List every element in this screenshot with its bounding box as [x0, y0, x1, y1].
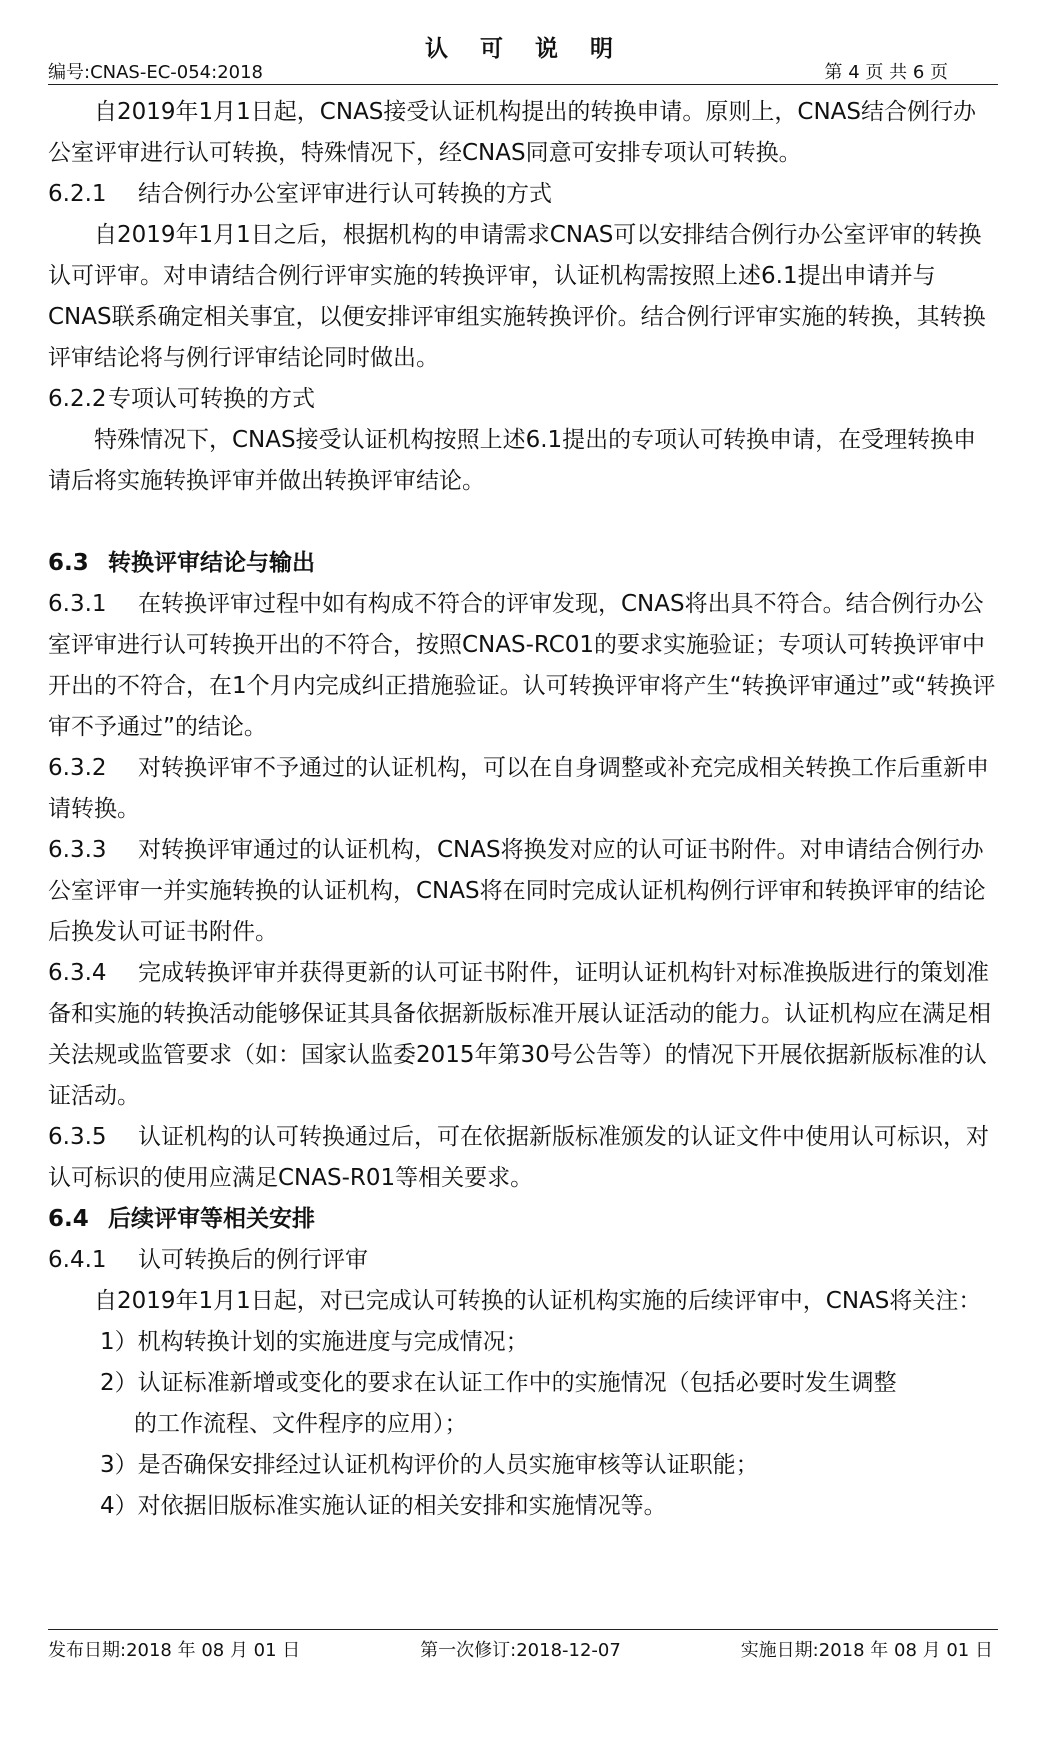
- clause-text: 对转换评审通过的认证机构，CNAS将换发对应的认可证书附件。对申请结合例行办公室评审一并实施转换的认证机构，CNAS将在同时完成认证机构例行评审和转换评审的结论后换发认可证书附件。: [48, 837, 986, 945]
- document-body: [48, 92, 998, 1527]
- section-title: 转换评审结论与输出: [108, 550, 315, 576]
- clause-6-3-3: [48, 830, 998, 953]
- paragraph-6-2-1: 自2019年1月1日之后，根据机构的申请需求CNAS可以安排结合例行办公室评审的转换认可评审。对申请结合例行评审实施的转换评审，认证机构需按照上述6.1提出申请并与CNAS联系确定相关事宜，以便安排评审组实施转换评价。结合例行评审实施的转换，其转换评审结论将与例行评审结论同时做出。: [48, 222, 986, 371]
- paragraph-6-2-2: 特殊情况下，CNAS接受认证机构按照上述6.1提出的专项认可转换申请，在受理转换申请后将实施转换评审并做出转换评审结论。: [48, 427, 977, 494]
- clause-number: 6.3.4: [48, 960, 107, 986]
- section-title: 专项认可转换的方式: [108, 386, 315, 412]
- section-number: 6.3: [48, 550, 89, 576]
- clause-number: 6.3.5: [48, 1124, 107, 1150]
- spacer: [48, 502, 998, 543]
- clause-6-3-4: [48, 953, 998, 1117]
- section-title: 结合例行办公室评审进行认可转换的方式: [138, 181, 552, 207]
- footer-divider: [48, 1629, 998, 1630]
- section-number: 6.2.1: [48, 181, 107, 207]
- clause-number: 6.3.3: [48, 837, 107, 863]
- list-item: 1）机构转换计划的实施进度与完成情况；: [100, 1329, 529, 1355]
- page-info: 第 4 页 共 6 页: [824, 62, 948, 83]
- section-title: 认可转换后的例行评审: [138, 1247, 368, 1273]
- first-revision-date: 第一次修订:2018-12-07: [420, 1640, 621, 1661]
- section-6-3-heading: [48, 543, 998, 584]
- paragraph-intro: 自2019年1月1日起，CNAS接受认证机构提出的转换申请。原则上，CNAS结合例行办公室评审进行认可转换，特殊情况下，经CNAS同意可安排专项认可转换。: [48, 99, 976, 166]
- header-row: [48, 58, 948, 84]
- clause-text: 完成转换评审并获得更新的认可证书附件，证明认证机构针对标准换版进行的策划准备和实施的转换活动能够保证其具备依据新版标准开展认证活动的能力。认证机构应在满足相关法规或监管要求（如：国家认监委2015年第30号公告等）的情况下开展依据新版标准的认证活动。: [48, 960, 991, 1109]
- list-item: [48, 1363, 998, 1445]
- header-divider: [48, 84, 998, 85]
- clause-text: 对转换评审不予通过的认证机构，可以在自身调整或补充完成相关转换工作后重新申请转换。: [48, 755, 989, 822]
- document-number: 编号:CNAS-EC-054:2018: [48, 62, 263, 83]
- list-item: 3）是否确保安排经过认证机构评价的人员实施审核等认证职能；: [100, 1452, 759, 1478]
- clause-number: 6.3.1: [48, 591, 107, 617]
- effective-date: 实施日期:2018 年 08 月 01 日: [740, 1640, 993, 1661]
- subsection-6-4-1: [48, 1240, 998, 1281]
- clause-text: 认证机构的认可转换通过后，可在依据新版标准颁发的认证文件中使用认可标识，对认可标识的使用应满足CNAS-R01等相关要求。: [48, 1124, 989, 1191]
- list-item-continuation: 的工作流程、文件程序的应用）；: [134, 1411, 468, 1437]
- list-item-line: 2）认证标准新增或变化的要求在认证工作中的实施情况（包括必要时发生调整: [100, 1370, 897, 1396]
- clause-6-3-2: [48, 748, 998, 830]
- subsection-6-2-1: [48, 174, 998, 215]
- list-item: 4）对依据旧版标准实施认证的相关安排和实施情况等。: [100, 1493, 667, 1519]
- subsection-6-2-2: [48, 379, 998, 420]
- paragraph-6-4-1: 自2019年1月1日起，对已完成认可转换的认证机构实施的后续评审中，CNAS将关注：: [94, 1288, 982, 1314]
- section-title: 后续评审等相关安排: [108, 1206, 315, 1232]
- document-title: 认 可 说 明: [424, 36, 626, 62]
- clause-6-3-5: [48, 1117, 998, 1199]
- clause-6-3-1: [48, 584, 998, 748]
- clause-text: 在转换评审过程中如有构成不符合的评审发现，CNAS将出具不符合。结合例行办公室评审进行认可转换开出的不符合，按照CNAS-RC01的要求实施验证；专项认可转换评审中开出的不符合，在1个月内完成纠正措施验证。认可转换评审将产生“转换评审通过”或“转换评审不予通过”的结论。: [48, 591, 996, 740]
- clause-number: 6.3.2: [48, 755, 107, 781]
- section-number: 6.2.2: [48, 386, 107, 412]
- section-number: 6.4: [48, 1206, 89, 1232]
- publish-date: 发布日期:2018 年 08 月 01 日: [48, 1640, 301, 1661]
- section-6-4-heading: [48, 1199, 998, 1240]
- section-number: 6.4.1: [48, 1247, 107, 1273]
- footer-row: [48, 1636, 993, 1662]
